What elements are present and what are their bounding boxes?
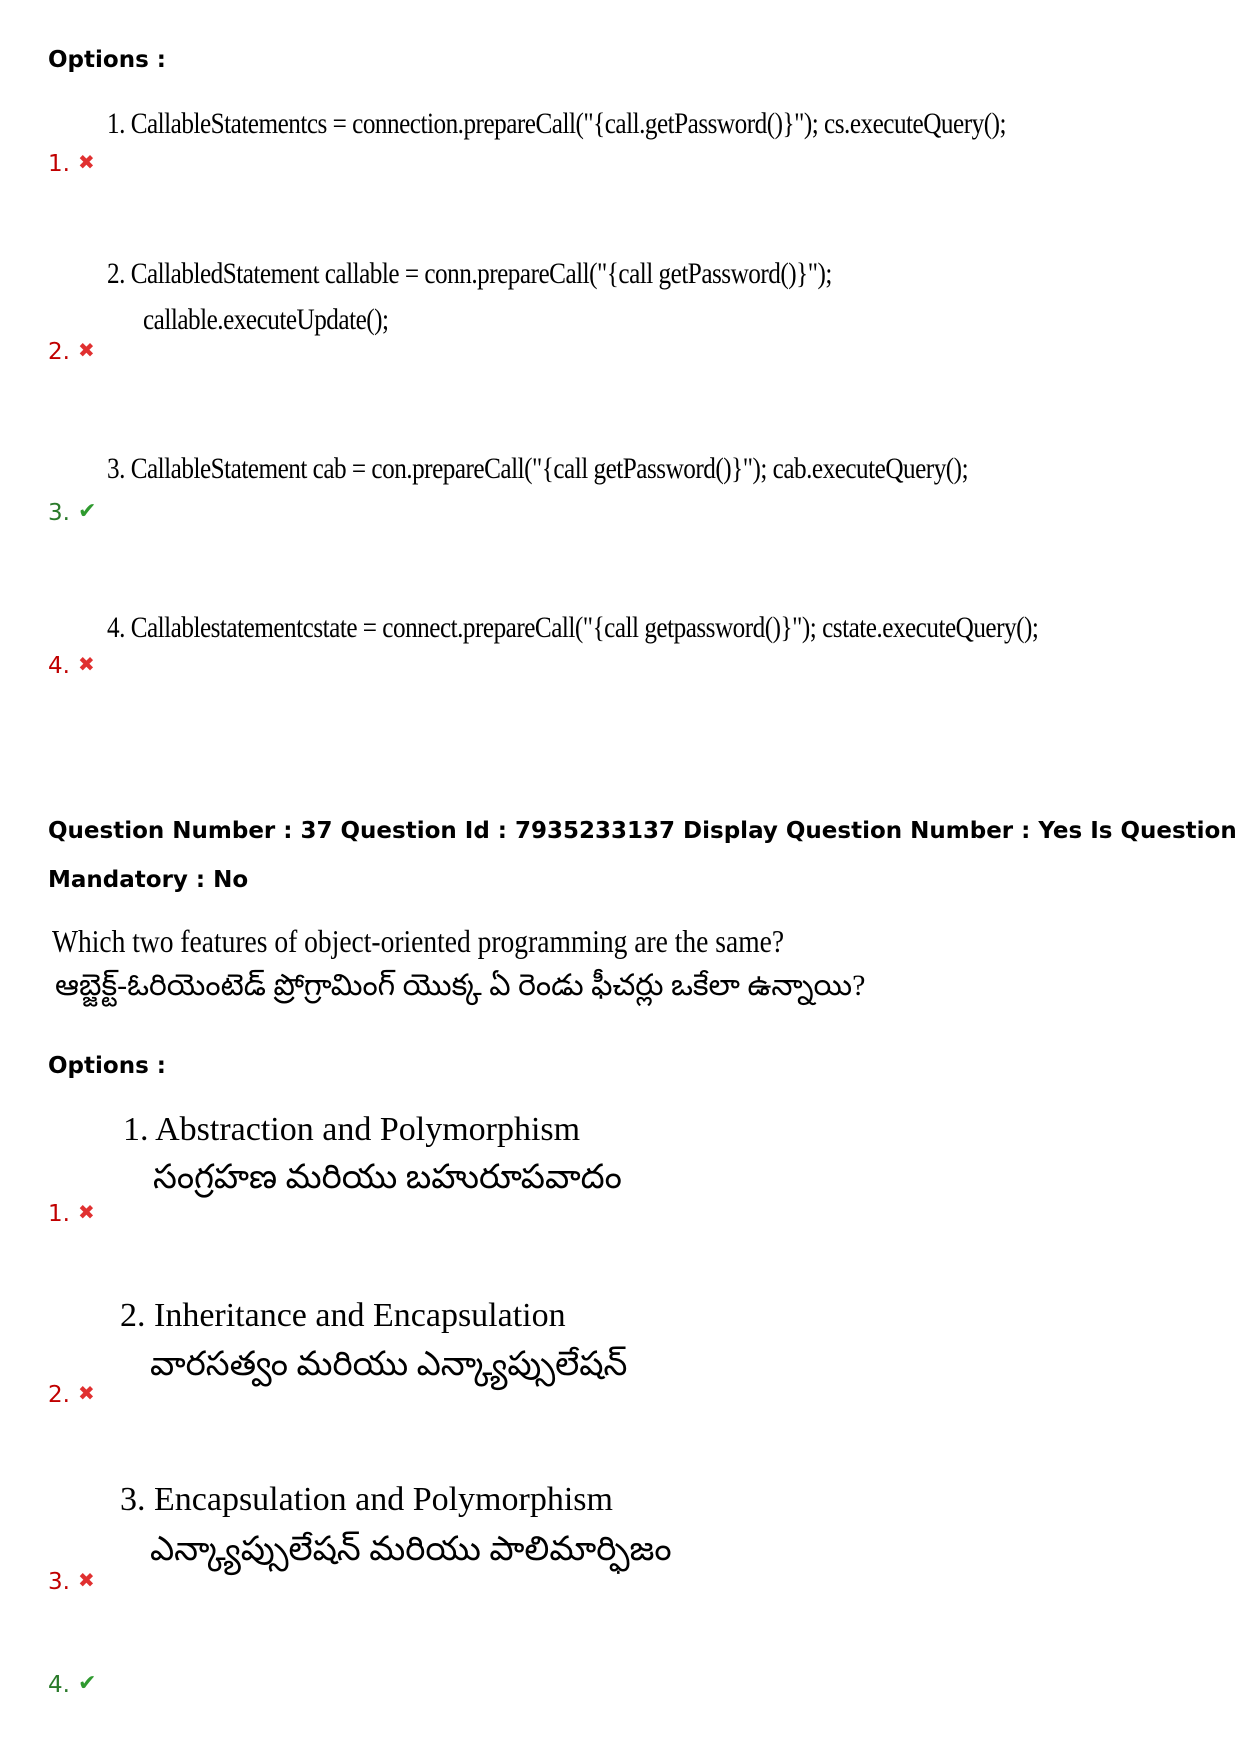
option-number: 1. [48,1201,70,1227]
option-2-marker[interactable] [48,1383,95,1407]
option-2-marker[interactable] [48,340,95,364]
question-text-telugu: ఆబ్జెక్ట్-ఓరియెంటెడ్ ప్రోగ్రామింగ్ యొక్క ఏ రెండు ఫీచర్లు ఒకేలా ఉన్నాయి? [55,969,866,1002]
option-3-telugu: ఎన్క్యాప్సులేషన్ మరియు పాలిమార్ఫిజం [150,1531,672,1568]
question-text-english: Which two features of object-oriented programming are the same? [52,923,785,959]
option-number: 4. [48,653,70,679]
option-1-code: 1. CallableStatementcs = connection.prepareCall("{call.getPassword()}"); cs.executeQuery(); [107,107,1006,140]
options-label: Options : [48,47,166,73]
question-header-line2: Mandatory : No [48,867,249,893]
option-2-code-line1: 2. CallabledStatement callable = conn.prepareCall("{call getPassword()}"); [107,257,832,290]
option-4-code: 4. Callablestatementcstate = connect.prepareCall("{call getpassword()}"); cstate.executeQuery(); [107,611,1039,644]
option-2-code-line2: callable.executeUpdate(); [143,303,389,336]
option-3-english: 3. Encapsulation and Polymorphism [120,1481,613,1518]
option-1-marker[interactable] [48,1202,95,1226]
option-2-telugu: వారసత్వం మరియు ఎన్క్యాప్సులేషన్ [150,1346,628,1383]
options-label: Options : [48,1053,166,1079]
check-icon: ✔ [77,1671,97,1696]
option-number: 3. [48,1569,70,1595]
option-3-code: 3. CallableStatement cab = con.prepareCall("{call getPassword()}"); cab.executeQuery(); [107,452,969,485]
option-3-marker[interactable] [48,1570,95,1594]
option-1-english: 1. Abstraction and Polymorphism [123,1111,581,1148]
wrong-icon: ✖ [77,1568,95,1592]
option-number: 4. [48,1672,70,1698]
option-1-telugu: సంగ్రహణ మరియు బహురూపవాదం [153,1159,622,1196]
wrong-icon: ✖ [77,150,95,174]
option-number: 1. [48,151,70,177]
option-2-english: 2. Inheritance and Encapsulation [120,1297,566,1334]
option-3-marker[interactable] [48,501,96,525]
check-icon: ✔ [77,499,97,524]
wrong-icon: ✖ [77,1381,95,1405]
option-4-marker[interactable] [48,654,95,678]
option-number: 2. [48,1382,70,1408]
option-1-marker[interactable] [48,152,95,176]
wrong-icon: ✖ [77,652,95,676]
option-4-marker[interactable] [48,1673,96,1697]
wrong-icon: ✖ [77,1200,95,1224]
question-header-line1: Question Number : 37 Question Id : 7935233137 Display Question Number : Yes Is Question [48,818,1237,844]
option-number: 3. [48,500,70,526]
wrong-icon: ✖ [77,338,95,362]
option-number: 2. [48,339,70,365]
